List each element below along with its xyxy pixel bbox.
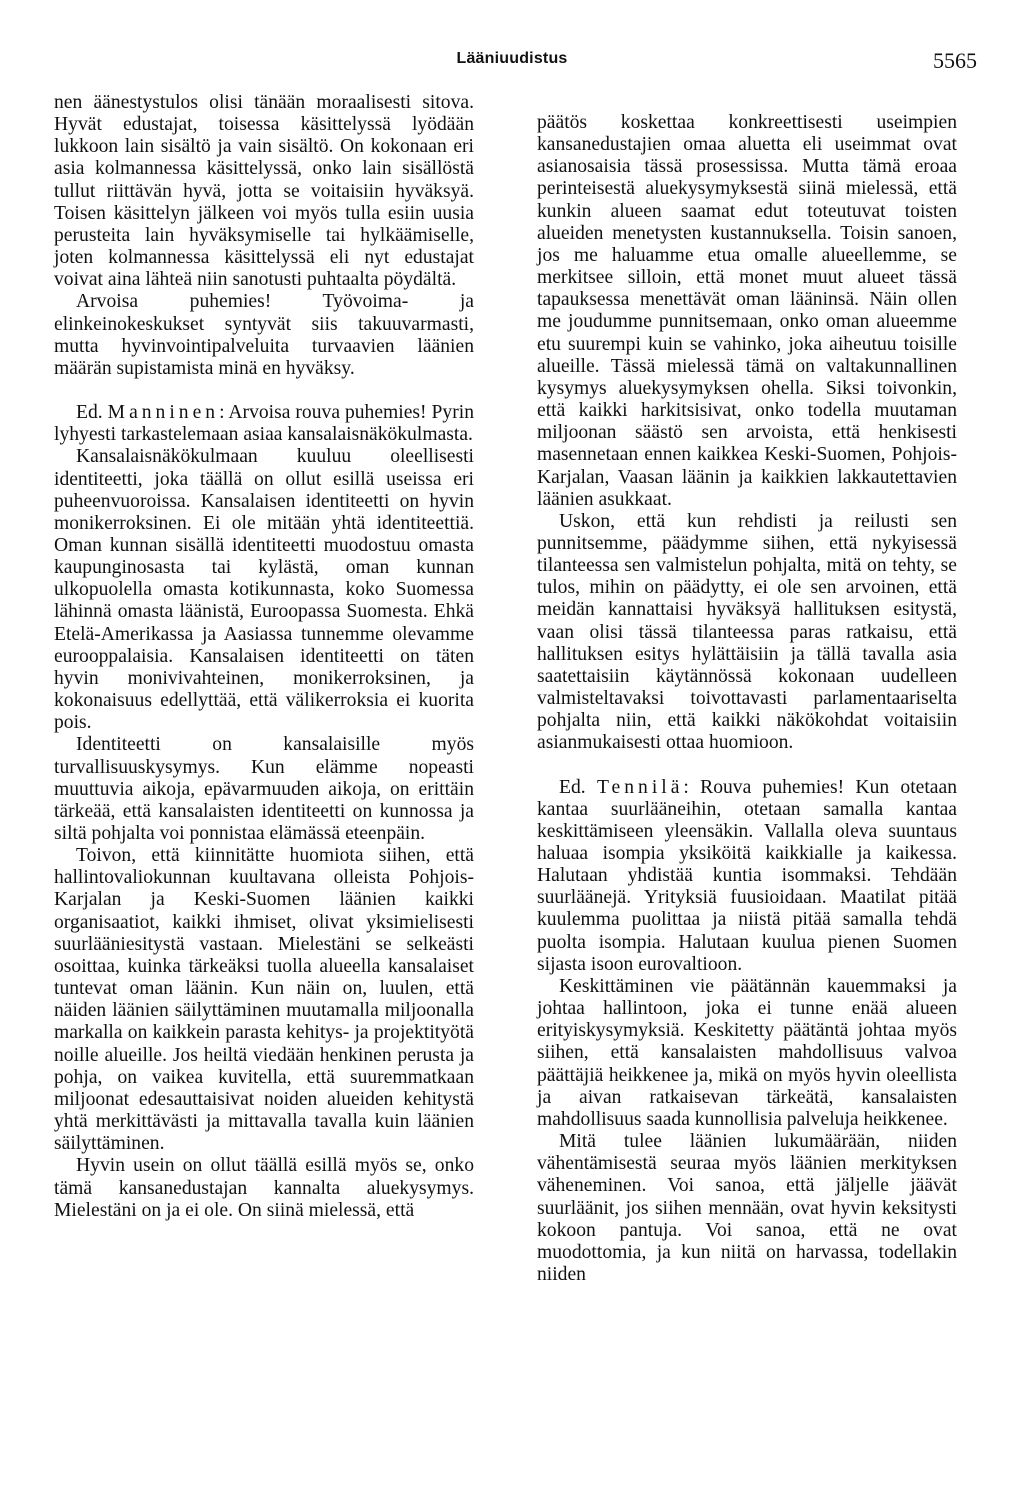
- paragraph: päätös koskettaa konkreettisesti useimpien kansanedustajien omaa aluetta eli useimmat ovat asianosaisia tässä prosessissa. Mutta tämä eroaa perinteisestä aluekysymyksestä siinä mielessä, että kunkin alueen saamat edut toteutuvat toisten alueiden menetysten kustannuksella. Toisin sanoen, jos me haluamme etua omalle alueellemme, se merkitsee silloin, että monet muut alueet tässä tapauksessa menettävät oman lääninsä. Näin ollen me joudumme punnitsemaan, onko oman alueemme etu suurempi kuin se vahinko, joka aiheutuu toisille alueille. Tässä mielessä tämä on valtakunnallinen kysymys aluekysymyksen ohella. Siksi toivonkin, että kaikki harkitsisivat, onko todella muutaman miljoonan säästö sen arvoista, että henkisesti masennetaan ennen kaikkea Keski-Suomen, Pohjois-Karjalan, Vaasan läänin ja kaikkien lakkautettavien läänien asukkaat.: [537, 112, 957, 510]
- left-column: [54, 92, 474, 1222]
- page-header: [0, 50, 1024, 80]
- paragraph: Toivon, että kiinnitätte huomiota siihen, että hallintovaliokunnan kuultavana olleista Pohjois-Karjalan ja Keski-Suomen läänien kaikki organisaatiot, kaikki ihmiset, olivat yksimielisesti suurlääniesitystä vastaan. Mielestäni se selkeästi osoittaa, kuinka tärkeäksi tuolla alueella kansalaiset tuntevat oman läänin. Kun näin on, luulen, että näiden läänien säilyttäminen muutamalla miljoonalla markalla on kaikkein parasta kehitys- ja projektityötä noille alueille. Jos heiltä viedään henkinen perusta ja pohja, on vaikea kuvitella, että suuremmatkaan miljoonat edesauttaisivat noiden alueiden kehitystä yhtä merkittävästi ja mittavalla tavalla kuin läänien säilyttäminen.: [54, 845, 474, 1155]
- paragraph: Kansalaisnäkökulmaan kuuluu oleellisesti identiteetti, joka täällä on ollut esillä useissa eri puheenvuoroissa. Kansalaisen identiteetti on hyvin monikerroksinen. Ei ole mitään yhtä identiteettiä. Oman kunnan sisällä identiteetti muodostuu omasta kaupunginosasta tai kylästä, oman kunnan ulkopuolella omasta kotikunnasta, koko Suomessa lähinnä omasta läänistä, Euroopassa Suomesta. Ehkä Etelä-Amerikassa ja Aasiassa tunnemme olevamme eurooppalaisia. Kansalaisen identiteetti on täten hyvin monivivahteinen, monikerroksinen, ja kokonaisuus edellyttää, että välikerroksia ei kuorita pois.: [54, 446, 474, 734]
- paragraph: Identiteetti on kansalaisille myös turvallisuuskysymys. Kun elämme nopeasti muuttuvia aikoja, epävarmuuden aikoja, on erittäin tärkeää, että kansalaisten identiteetti on kunnossa ja siltä pohjalta voi ponnistaa elämässä eteenpäin.: [54, 734, 474, 844]
- paragraph: Arvoisa puhemies! Työvoima- ja elinkeinokeskukset syntyvät siis takuuvarmasti, mutta hyvinvointipalveluita turvaavien läänien määrän supistamista minä en hyväksy.: [54, 291, 474, 379]
- speech-text: : Rouva puhemies! Kun otetaan kantaa suurlääneihin, otetaan samalla kantaa keskittämiseen yleensäkin. Vallalla oleva suuntaus haluaa isompia yksiköitä kaikkialle ja kaikessa. Halutaan yhdistää kuntia isommaksi. Tehdään suurläänejä. Yrityksiä fuusioidaan. Maatilat pitää kuulemma puolittaa ja niistä pitää samalla tehdä puolta isompia. Halutaan kuulua pienen Suomen sijasta isoon eurovaltioon.: [537, 776, 957, 975]
- speech-text: : Arvoisa rouva puhemies! Pyrin lyhyesti tarkastelemaan asiaa kansalaisnäkökulmasta.: [54, 402, 474, 446]
- speech-intro: [537, 777, 957, 976]
- speaker-prefix: Ed.: [76, 402, 103, 424]
- speaker-prefix: Ed.: [559, 776, 586, 798]
- paragraph: Uskon, että kun rehdisti ja reilusti sen punnitsemme, päädymme siihen, että nykyisessä tilanteessa sen valmistelun pohjalta, mitä on tehty, se tulos, mihin on päädytty, ei ole sen arvoinen, että meidän kannattaisi hyväksyä hallituksen esitystä, vaan olisi tässä tilanteessa paras ratkaisu, että hallituksen esitys hylättäisiin ja tällä tavalla asia saatettaisiin käytännössä kokonaan uudelleen valmisteltavaksi toivottavasti parlamentaariselta pohjalta niin, että kaikki näkökohdat voitaisiin asianmukaisesti ottaa huomioon.: [537, 510, 957, 754]
- speaker-name: Tennilä: [596, 776, 684, 798]
- speech-intro: [54, 402, 474, 446]
- right-column: [537, 112, 957, 1286]
- running-title: Lääniuudistus: [456, 50, 568, 67]
- paragraph: nen äänestystulos olisi tänään moraalisesti sitova. Hyvät edustajat, toisessa käsittelyssä lyödään lukkoon lain sisältö ja vain sisältö. On kokonaan eri asia kolmannessa käsittelyssä, onko lain sisällöstä tullut riittävän hyvä, jotta se voitaisiin hyväksyä. Toisen käsittelyn jälkeen voi myös tulla esiin uusia perusteita lain hyväksymiselle tai hylkäämiselle, joten kolmannessa käsittelyssä eli nyt edustajat voivat aina lähteä niin sanotusti puhtaalta pöydältä.: [54, 92, 474, 291]
- paragraph: Mitä tulee läänien lukumäärään, niiden vähentämisestä seuraa myös läänien merkityksen väheneminen. Voi sanoa, että jäljelle jäävät suurläänit, jos siihen mennään, ovat hyvin keksitysti kokoon pantuja. Voi sanoa, että ne ovat muodottomia, ja kun niitä on harvassa, todellakin niiden: [537, 1131, 957, 1285]
- speaker-name: Manninen: [107, 402, 220, 424]
- paragraph: Keskittäminen vie päätännän kauemmaksi ja johtaa hallintoon, joka ei tunne enää alueen erityiskysymyksiä. Keskitetty päätäntä johtaa myös siihen, että kansalaisten mahdollisuus valvoa päättäjiä heikkenee ja, mikä on myös hyvin oleellista ja aivan ratkaisevan tärkeätä, kansalaisten mahdollisuus saada kunnollisia palveluja heikkenee.: [537, 975, 957, 1130]
- paragraph: Hyvin usein on ollut täällä esillä myös se, onko tämä kansanedustajan kannalta aluekysymys. Mielestäni on ja ei ole. On siinä mielessä, että: [54, 1155, 474, 1221]
- page-number: 5565: [933, 48, 977, 73]
